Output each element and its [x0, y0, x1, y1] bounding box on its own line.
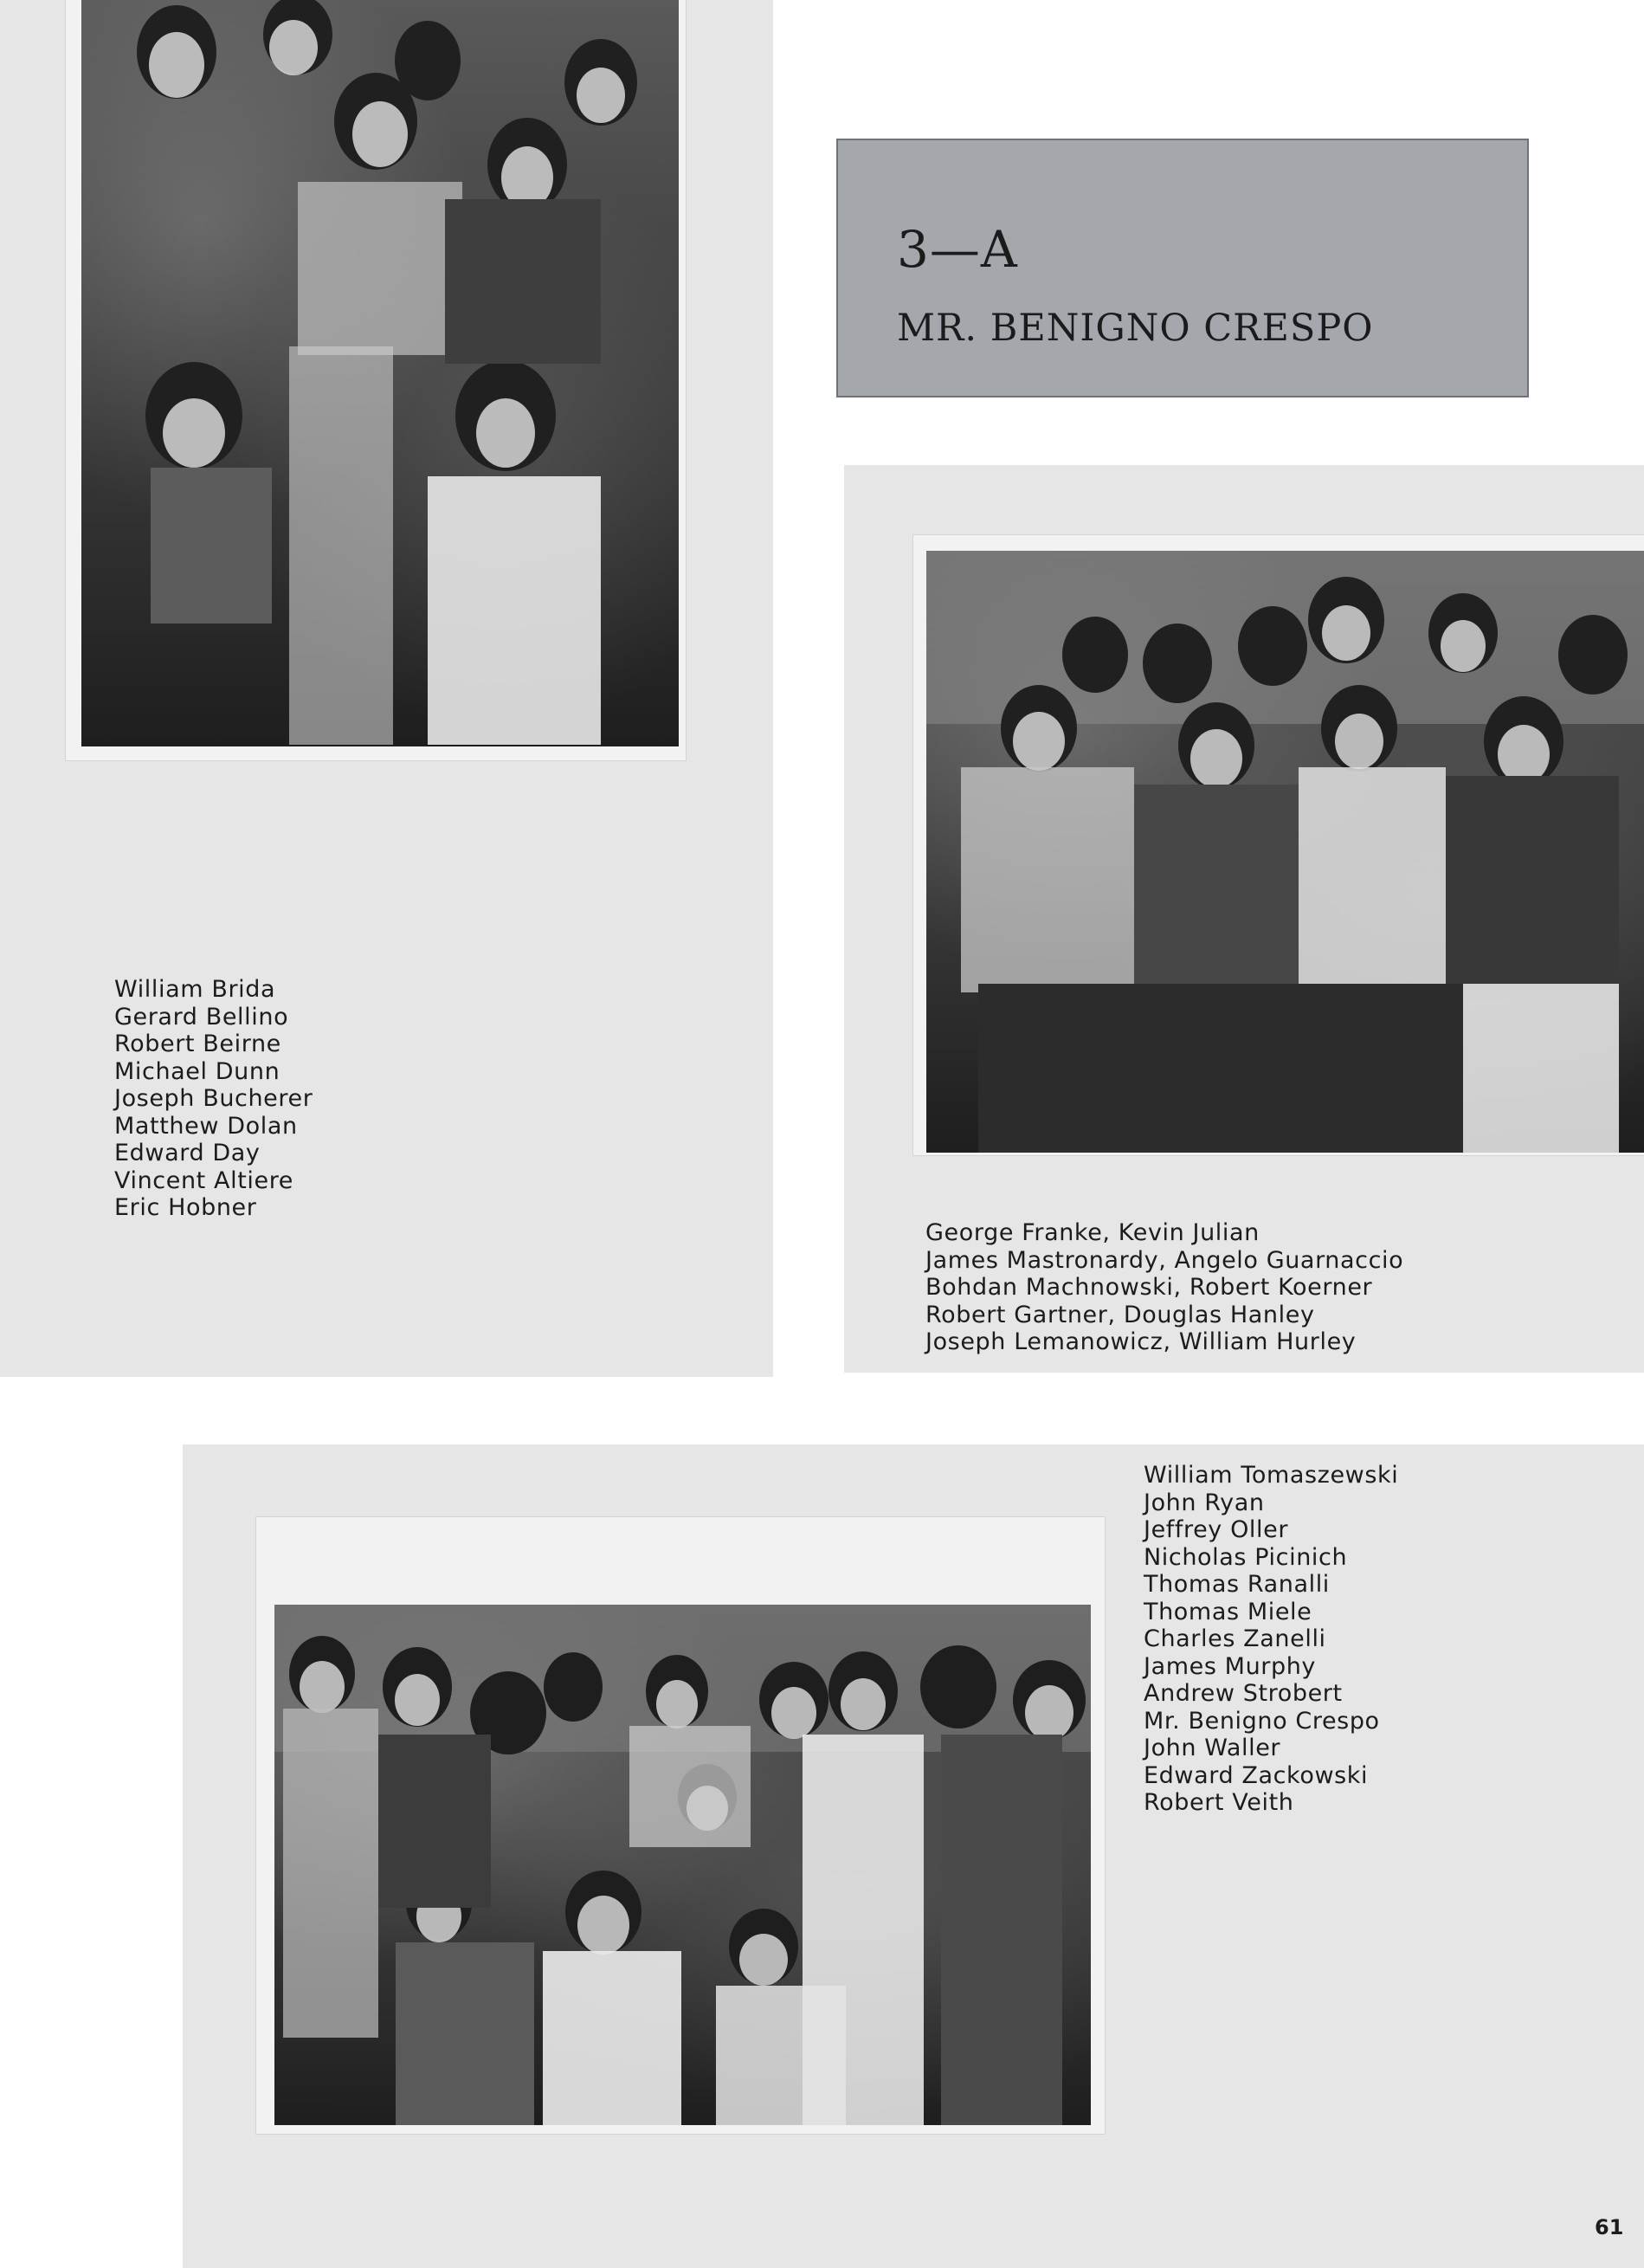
name-item: Robert Veith — [1144, 1789, 1294, 1816]
group-photo-figures — [926, 551, 1644, 1153]
name-item: James Mastronardy, Angelo Guarnaccio — [925, 1246, 1404, 1274]
name-item: Eric Hobner — [114, 1194, 257, 1221]
name-item: Edward Day — [114, 1140, 261, 1166]
name-item: Bohdan Machnowski, Robert Koerner — [925, 1274, 1373, 1301]
name-item: Thomas Miele — [1144, 1598, 1312, 1625]
name-item: Andrew Strobert — [1144, 1680, 1343, 1707]
class-photo-top-left — [81, 0, 679, 746]
group-photo-figures — [81, 0, 679, 746]
name-item: Michael Dunn — [114, 1057, 280, 1085]
name-item: Gerard Bellino — [114, 1003, 289, 1031]
name-item: William Brida — [114, 976, 276, 1003]
homeroom-teacher: MR. BENIGNO CRESPO — [897, 307, 1374, 350]
names-list-top-left — [114, 976, 313, 1222]
class-photo-top-right — [926, 551, 1644, 1153]
homeroom-code: 3—A — [897, 220, 1018, 279]
page-number: 61 — [1595, 2215, 1624, 2239]
name-item: Joseph Lemanowicz, William Hurley — [925, 1328, 1357, 1355]
name-item: Matthew Dolan — [114, 1112, 298, 1140]
name-item: Charles Zanelli — [1144, 1625, 1326, 1652]
group-photo-figures — [274, 1605, 1091, 2125]
name-item: Robert Gartner, Douglas Hanley — [925, 1301, 1315, 1328]
name-item: John Waller — [1144, 1735, 1281, 1761]
name-item: Edward Zackowski — [1144, 1761, 1369, 1789]
homeroom-title-box — [836, 139, 1529, 397]
name-item: Robert Beirne — [114, 1031, 281, 1057]
names-list-top-right — [925, 1219, 1403, 1356]
name-item: Joseph Bucherer — [114, 1085, 313, 1112]
name-item: Jeffrey Oller — [1144, 1516, 1289, 1543]
name-item: James Murphy — [1144, 1652, 1317, 1680]
name-item: Thomas Ranalli — [1144, 1571, 1330, 1598]
name-item: George Franke, Kevin Julian — [925, 1219, 1260, 1246]
name-item: Vincent Altiere — [114, 1166, 294, 1194]
names-list-bottom — [1144, 1462, 1398, 1817]
name-item: William Tomaszewski — [1144, 1462, 1399, 1489]
class-photo-bottom — [274, 1605, 1091, 2125]
name-item: Nicholas Picinich — [1144, 1543, 1348, 1571]
name-item: Mr. Benigno Crespo — [1144, 1707, 1380, 1735]
name-item: John Ryan — [1144, 1489, 1265, 1516]
